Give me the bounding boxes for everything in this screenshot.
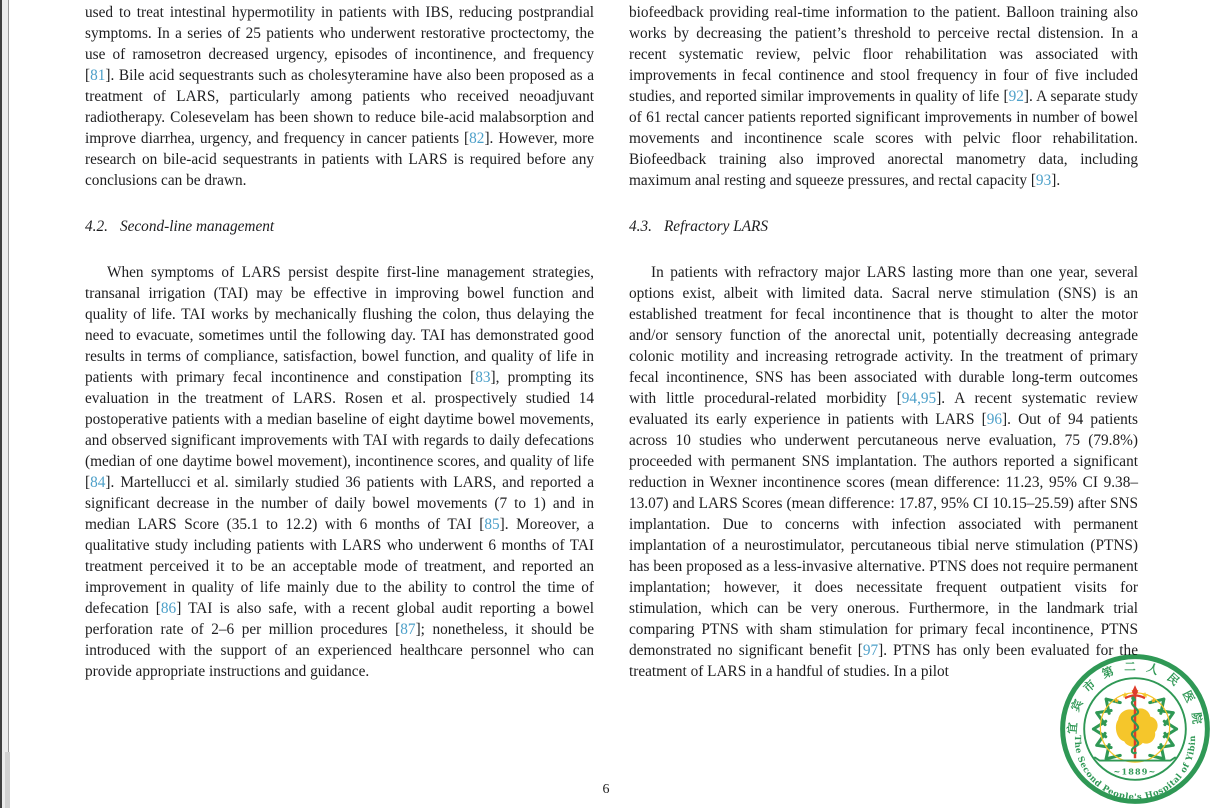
page-number: 6 bbox=[602, 782, 610, 797]
paragraph: When symptoms of LARS persist despite first-line management strategies, transanal irrigation (TAI) may be effective in improving bowel function and quality of life. TAI works by mechanically flushing the colon, thus delaying the need to evacuate, sometimes until the following day. TAI has demonstrated good results in terms of compliance, satisfaction, bowel function, and quality of life in patients with primary fecal incontinence and constipation [83], prompting its evaluation in the treatment of LARS. Rosen et al. prospectively studied 14 postoperative patients with a median baseline of eight daytime bowel movements, and observed significant improvements with TAI with regards to daily defecations (median of one daytime bowel movement), incontinence scores, and quality of life [84]. Martellucci et al. similarly studied 36 patients with LARS, and reported a significant decrease in the number of daily bowel movements (7 to 1) and in median LARS Score (35.1 to 12.2) with 6 months of TAI [85]. Moreover, a qualitative study including patients with LARS who underwent 6 months of TAI treatment perceived it to be an acceptable mode of treatment, and reported an improvement in quality of life mainly due to the ability to control the time of defecation [86] TAI is also safe, with a recent global audit reporting a bowel perforation rate of 2–6 per million procedures [87]; nonetheless, it should be introduced with the support of an experienced healthcare personnel who can provide appropriate instructions and guidance. bbox=[85, 264, 594, 680]
laurel-left-icon bbox=[1093, 694, 1120, 765]
section-title: Second-line management bbox=[119, 218, 275, 235]
stamp-english-text: The Second People's Hospital of Yibin bbox=[1072, 735, 1198, 802]
section-number: 4.3. bbox=[629, 218, 652, 235]
citation-ref[interactable]: 92 bbox=[1008, 88, 1024, 105]
laurel-right-icon bbox=[1150, 694, 1177, 765]
section-title: Refractory LARS bbox=[663, 218, 769, 235]
stamp-inner-ring bbox=[1084, 678, 1186, 780]
citation-ref[interactable]: 82 bbox=[469, 130, 485, 147]
citation-ref[interactable]: 85 bbox=[484, 516, 500, 533]
emblem-gold-ring bbox=[1100, 693, 1169, 762]
citation-ref[interactable]: 84 bbox=[90, 474, 106, 491]
paragraph: In patients with refractory major LARS lasting more than one year, several options exist, albeit with limited data. Sacral nerve stimulation (SNS) is an established treatment for fecal incontinence that is thought to alter the motor and/or sensory function of the anorectal unit, potentially decreasing antegrade colonic motility and increasing retrograde activity. In the treatment of primary fecal incontinence, SNS has been associated with durable long-term outcomes with little procedural-related morbidity [94,95]. A recent systematic review evaluated its early experience in patients with LARS [96]. Out of 94 patients across 10 studies who underwent percutaneous nerve evaluation, 75 (79.8%) proceeded with permanent SNS implantation. The authors reported a significant reduction in Wexner incontinence scores (mean difference: 11.23, 95% CI 9.38–13.07) and LARS Scores (mean difference: 17.87, 95% CI 10.15–25.59) after SNS implantation. Due to concerns with infection associated with permanent implantation of a neurostimulator, percutaneous tibial nerve stimulation (PTNS) has been proposed as a less-invasive alternative. PTNS does not require permanent implantation; however, it does necessitate frequent outpatient visits for stimulation, which can be very onerous. Furthermore, in the landmark trial comparing PTNS with sham stimulation for primary fecal incontinence, PTNS demonstrated no significant benefit [97]. PTNS has only been evaluated for the treatment of LARS in a handful of studies. In a pilot bbox=[629, 264, 1138, 680]
text-column-left bbox=[85, 2, 594, 682]
paragraph: biofeedback providing real-time information to the patient. Balloon training also works by decreasing the patient’s threshold to perceive rectal distension. In a recent systematic review, pelvic floor rehabilitation was associated with improvements in fecal continence and stool frequency in four of five included studies, and reported similar improvements in quality of life [92]. A separate study of 61 rectal cancer patients reported significant improvements in number of bowel movements and incontinence scale scores with pelvic floor rehabilitation. Biofeedback training also improved anorectal manometry data, including maximum anal resting and squeeze pressures, and rectal capacity [93]. bbox=[629, 4, 1138, 189]
scrollbar-thumb[interactable] bbox=[5, 752, 10, 808]
citation-ref[interactable]: 83 bbox=[475, 369, 491, 386]
text-column-right bbox=[629, 2, 1138, 682]
citation-ref[interactable]: 96 bbox=[986, 411, 1003, 428]
emblem-map-shape bbox=[1116, 708, 1158, 746]
caduceus-icon bbox=[1125, 685, 1145, 758]
stars-icon bbox=[1114, 687, 1156, 702]
citation-ref[interactable]: 94,95 bbox=[901, 390, 937, 407]
citation-ref[interactable]: 81 bbox=[90, 67, 106, 84]
paragraph: used to treat intestinal hypermotility in patients with IBS, reducing postprandial symptoms. In a series of 25 patients who underwent restorative proctectomy, the use of ramosetron decreased urgency, episodes of incontinence, and frequency [81]. Bile acid sequestrants such as cholesyteramine have also been proposed as a treatment of LARS, particularly among patients who received neoadjuvant radiotherapy. Colesevelam has been shown to reduce bile-acid malabsorption and improve diarrhea, urgency, and frequency in cancer patients [82]. However, more research on bile-acid sequestrants in patients with LARS is required before any conclusions can be drawn. bbox=[85, 4, 594, 189]
section-heading bbox=[85, 216, 594, 237]
citation-ref[interactable]: 86 bbox=[160, 600, 177, 617]
stamp-chinese-text: 宜宾市第二人民医院 bbox=[1064, 659, 1206, 735]
citation-ref[interactable]: 87 bbox=[400, 621, 416, 638]
section-heading bbox=[629, 216, 1138, 237]
section-number: 4.2. bbox=[85, 218, 108, 235]
citation-ref[interactable]: 97 bbox=[862, 642, 879, 659]
ground-line bbox=[1095, 757, 1175, 760]
stamp-year-text: ~1889~ bbox=[1113, 766, 1157, 777]
viewer-edge-scroll-track[interactable] bbox=[0, 0, 9, 808]
citation-ref[interactable]: 93 bbox=[1035, 172, 1052, 189]
